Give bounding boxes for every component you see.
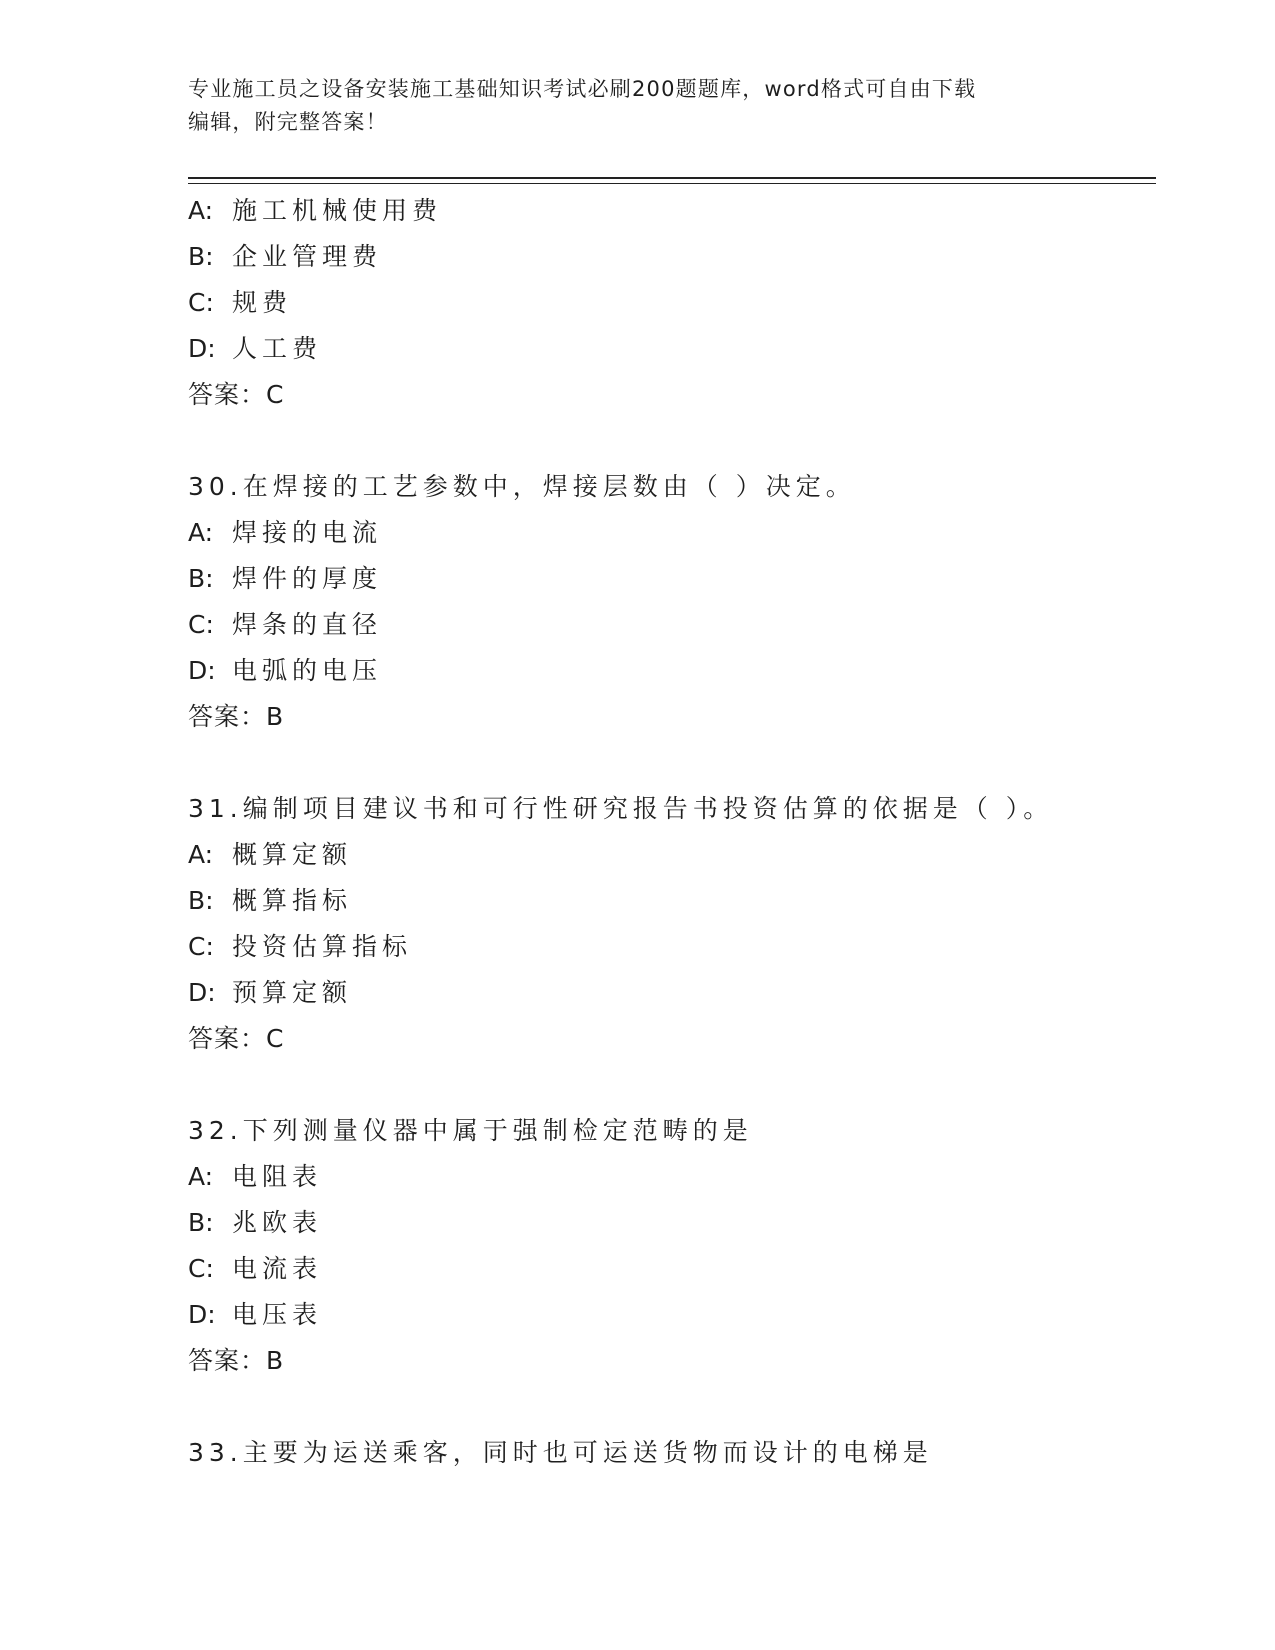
option-c bbox=[188, 1246, 1156, 1292]
question-stem: 30.在焊接的工艺参数中，焊接层数由（ ）决定。 bbox=[188, 472, 856, 501]
option-text: 预算定额 bbox=[232, 978, 353, 1007]
option-text: 电流表 bbox=[232, 1254, 323, 1283]
option-text: 概算定额 bbox=[232, 840, 353, 869]
header-title-line-2: 编辑，附完整答案！ bbox=[188, 110, 388, 134]
question-33 bbox=[188, 1430, 1156, 1476]
option-d bbox=[188, 648, 1156, 694]
document-header bbox=[188, 73, 1088, 139]
option-c bbox=[188, 280, 1156, 326]
option-b bbox=[188, 878, 1156, 924]
option-letter: B: bbox=[188, 564, 214, 593]
option-text: 电弧的电压 bbox=[232, 656, 383, 685]
option-a bbox=[188, 510, 1156, 556]
option-a bbox=[188, 188, 1156, 234]
header-divider-thin bbox=[188, 183, 1156, 184]
option-a bbox=[188, 832, 1156, 878]
option-text: 电阻表 bbox=[232, 1162, 323, 1191]
option-a bbox=[188, 1154, 1156, 1200]
option-text: 人工费 bbox=[232, 334, 323, 363]
option-letter: D: bbox=[188, 1300, 216, 1329]
option-text: 投资估算指标 bbox=[232, 932, 413, 961]
answer-line: 答案：C bbox=[188, 1024, 285, 1053]
option-letter: A: bbox=[188, 840, 214, 869]
question-stem: 31.编制项目建议书和可行性研究报告书投资估算的依据是（ ）。 bbox=[188, 794, 1054, 823]
option-letter: C: bbox=[188, 932, 214, 961]
option-d bbox=[188, 326, 1156, 372]
option-text: 兆欧表 bbox=[232, 1208, 323, 1237]
option-letter: C: bbox=[188, 1254, 214, 1283]
option-c bbox=[188, 602, 1156, 648]
question-30 bbox=[188, 464, 1156, 740]
question-31 bbox=[188, 786, 1156, 1062]
option-text: 焊件的厚度 bbox=[232, 564, 383, 593]
option-text: 焊条的直径 bbox=[232, 610, 383, 639]
option-c bbox=[188, 924, 1156, 970]
question-32 bbox=[188, 1108, 1156, 1384]
option-letter: C: bbox=[188, 288, 214, 317]
option-b bbox=[188, 234, 1156, 280]
option-text: 施工机械使用费 bbox=[232, 196, 443, 225]
option-letter: D: bbox=[188, 978, 216, 1007]
option-text: 企业管理费 bbox=[232, 242, 383, 271]
question-list bbox=[188, 188, 1156, 1476]
option-letter: B: bbox=[188, 242, 214, 271]
question-29 bbox=[188, 188, 1156, 418]
header-divider-thick bbox=[188, 177, 1156, 179]
option-letter: D: bbox=[188, 656, 216, 685]
option-letter: A: bbox=[188, 196, 214, 225]
option-letter: B: bbox=[188, 886, 214, 915]
answer-line: 答案：B bbox=[188, 702, 285, 731]
header-title-line-1: 专业施工员之设备安装施工基础知识考试必刷200题题库，word格式可自由下载 bbox=[188, 77, 977, 101]
option-letter: D: bbox=[188, 334, 216, 363]
option-b bbox=[188, 1200, 1156, 1246]
option-text: 电压表 bbox=[232, 1300, 323, 1329]
option-letter: A: bbox=[188, 1162, 214, 1191]
option-letter: A: bbox=[188, 518, 214, 547]
option-d bbox=[188, 1292, 1156, 1338]
option-b bbox=[188, 556, 1156, 602]
question-stem: 33.主要为运送乘客，同时也可运送货物而设计的电梯是 bbox=[188, 1438, 933, 1467]
question-stem: 32.下列测量仪器中属于强制检定范畴的是 bbox=[188, 1116, 753, 1145]
option-text: 焊接的电流 bbox=[232, 518, 383, 547]
answer-line: 答案：C bbox=[188, 380, 285, 409]
option-letter: C: bbox=[188, 610, 214, 639]
option-text: 规费 bbox=[232, 288, 293, 317]
answer-line: 答案：B bbox=[188, 1346, 285, 1375]
option-letter: B: bbox=[188, 1208, 214, 1237]
option-text: 概算指标 bbox=[232, 886, 353, 915]
option-d bbox=[188, 970, 1156, 1016]
